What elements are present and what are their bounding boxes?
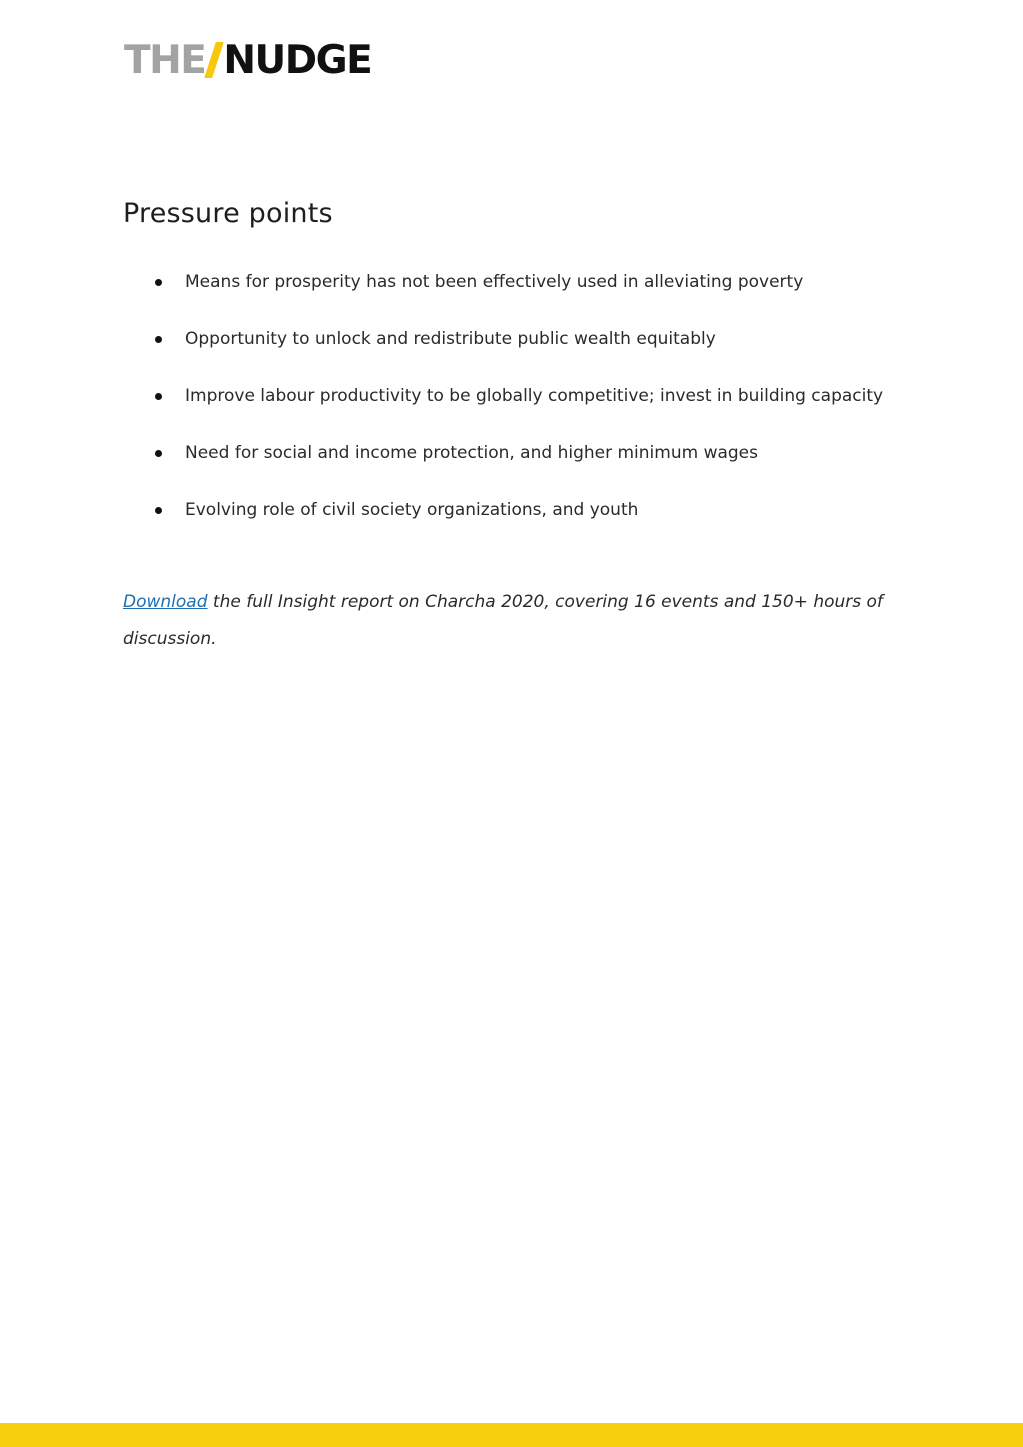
bottom-accent-bar — [0, 1423, 1023, 1447]
pressure-points-list — [123, 264, 900, 549]
list-item-text: Need for social and income protection, and higher minimum wages — [185, 443, 758, 463]
logo-slash-mark — [205, 42, 225, 78]
list-item — [123, 321, 900, 358]
download-link[interactable]: Download — [123, 592, 208, 612]
the-nudge-logo — [124, 37, 372, 83]
bullet-icon — [155, 393, 162, 400]
bullet-icon — [155, 336, 162, 343]
list-item — [123, 378, 900, 415]
list-item — [123, 264, 900, 301]
list-item — [123, 435, 900, 472]
download-note-text: the full Insight report on Charcha 2020, covering 16 events and 150+ hours of discussion. — [123, 592, 883, 649]
bullet-icon — [155, 279, 162, 286]
list-item — [123, 492, 900, 529]
bullet-icon — [155, 507, 162, 514]
list-item-text: Improve labour productivity to be globally competitive; invest in building capacity — [185, 386, 884, 406]
list-item-text: Opportunity to unlock and redistribute public wealth equitably — [185, 329, 716, 349]
logo-the-text: THE — [124, 37, 206, 83]
section-heading: Pressure points — [123, 198, 333, 229]
bullet-icon — [155, 450, 162, 457]
logo-nudge-text: NUDGE — [223, 37, 372, 83]
list-item-text: Means for prosperity has not been effectively used in alleviating poverty — [185, 272, 804, 292]
list-item-text: Evolving role of civil society organizations, and youth — [185, 500, 639, 520]
download-note — [123, 584, 903, 658]
